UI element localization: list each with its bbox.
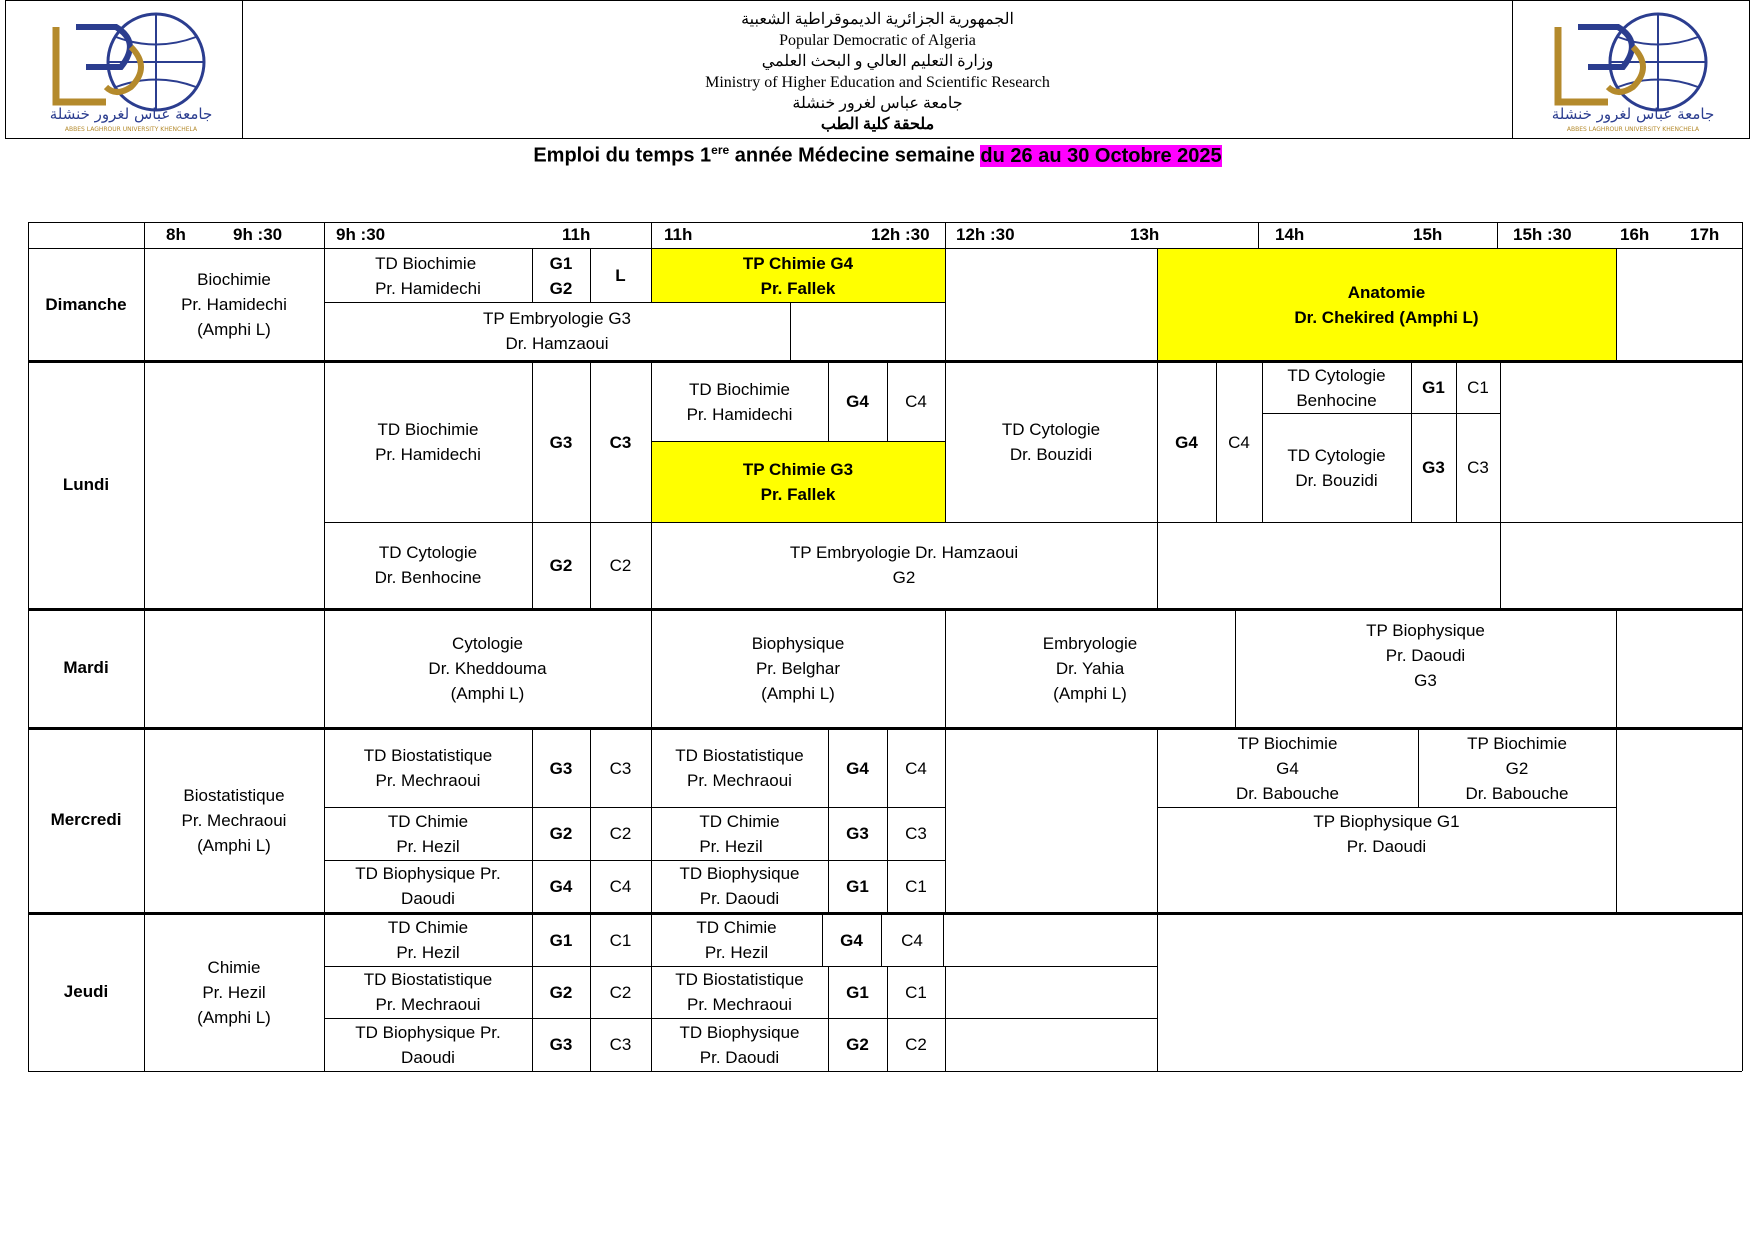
svg-text:جامعة عباس لغرور خنشلة: جامعة عباس لغرور خنشلة (49, 105, 213, 123)
header-line-ar-2: وزارة التعليم العالي و البحث العلمي (761, 53, 994, 70)
column-separator (651, 914, 652, 1071)
cell-tp-chimie-g4: TP Chimie G4 Pr. Fallek (651, 249, 945, 302)
row-separator (324, 807, 945, 808)
cell-room: C4 (609, 876, 632, 896)
column-separator (828, 362, 829, 441)
column-separator (828, 966, 829, 1071)
cell-td-biochimie: TD Biochimie Pr. Hamidechi (686, 379, 793, 424)
cell-group: G2 (549, 555, 573, 575)
cell-group: G4 (549, 876, 573, 896)
column-separator (1616, 610, 1617, 727)
cell-td-chimie: TD Chimie Pr. Hezil (699, 811, 780, 856)
cell-tp-biophysique: TP Biophysique Pr. Daoudi G3 (1366, 620, 1485, 690)
cell-room: C3 (609, 758, 632, 778)
cell-room: C4 (905, 392, 927, 411)
column-separator (1497, 222, 1498, 248)
cell-tp-biophysique: TP Biophysique G1 Pr. Daoudi (1313, 811, 1460, 856)
cell-tp-biochimie: TP Biochimie G2 Dr. Babouche (1465, 733, 1569, 803)
cell-group: G1 (846, 982, 869, 1002)
cell-group: G2 (846, 1035, 869, 1054)
cell-td-chimie: TD Chimie Pr. Hezil (387, 918, 469, 962)
column-separator (1216, 362, 1217, 522)
cell-td-biophysique: TD Biophysique Pr. Daoudi (679, 1022, 800, 1067)
column-separator (945, 729, 946, 912)
cell-group: G4 (846, 758, 869, 778)
column-separator (1157, 729, 1158, 912)
cell-room: L (615, 266, 626, 285)
column-separator (1235, 610, 1236, 727)
time-header-label: 15h :30 (1513, 225, 1572, 244)
column-separator (945, 222, 946, 248)
column-separator (822, 914, 823, 966)
column-separator (532, 362, 533, 608)
cell-biostatistique-amphi: Biostatistique Pr. Mechraoui (Amphi L) (181, 786, 287, 855)
cell-group: G1 (846, 876, 869, 896)
time-header-label: 12h :30 (871, 225, 930, 244)
column-separator (1262, 362, 1263, 522)
column-separator (590, 729, 591, 912)
cell-room: C1 (609, 930, 632, 950)
cell-td-biostatistique: TD Biostatistique Pr. Mechraoui (363, 746, 493, 790)
row-separator (324, 302, 945, 303)
week-dates: du 26 au 30 Octobre 2025 (980, 144, 1222, 167)
column-separator (1157, 362, 1158, 608)
cell-group: G1 G2 (549, 253, 573, 298)
row-separator (651, 441, 945, 442)
time-header-label: 12h :30 (956, 225, 1015, 244)
cell-room: C2 (609, 555, 632, 575)
column-separator (828, 729, 829, 912)
cell-tp-chimie-g3: TP Chimie G3 Pr. Fallek (651, 441, 945, 522)
cell-td-cytologie: TD Cytologie Dr. Benhocine (374, 543, 482, 587)
time-header-label: 11h (562, 225, 591, 244)
cell-group: G3 (549, 1035, 573, 1054)
day-label-lundi: Lundi (62, 474, 110, 494)
row-separator (324, 860, 945, 861)
cell-room: C2 (609, 824, 632, 843)
cell-group: G2 (549, 982, 573, 1002)
column-separator (887, 966, 888, 1071)
time-header-label: 15h (1413, 225, 1443, 244)
time-header-label: 9h :30 (336, 225, 386, 244)
cell-td-biochimie: TD Biochimie Pr. Hamidechi (375, 253, 481, 298)
row-separator (324, 522, 1742, 523)
row-separator (1262, 413, 1500, 414)
cell-biophysique-amphi: Biophysique Pr. Belghar (Amphi L) (751, 634, 845, 703)
cell-room: C1 (905, 876, 927, 896)
column-separator (1500, 362, 1501, 608)
column-separator (1456, 362, 1457, 522)
university-logo (36, 7, 226, 135)
header-logo-left (6, 1, 243, 138)
cell-td-biostatistique: TD Biostatistique Pr. Mechraoui (675, 746, 804, 790)
time-header-label: 13h (1130, 225, 1160, 244)
cell-room: C3 (609, 432, 632, 452)
row-separator (1157, 807, 1616, 808)
column-separator (651, 729, 652, 912)
day-label-jeudi: Jeudi (63, 982, 109, 1001)
column-separator (1258, 222, 1259, 248)
cell-td-cytologie: TD Cytologie Dr. Bouzidi (1001, 420, 1101, 464)
column-separator (945, 249, 946, 360)
cell-td-cytologie: TD Cytologie Benhocine (1287, 365, 1386, 410)
cell-group: G4 (846, 392, 869, 411)
column-separator (1742, 222, 1743, 1071)
cell-room: C1 (1467, 378, 1489, 397)
column-separator (590, 914, 591, 1071)
day-label-dimanche: Dimanche (45, 294, 127, 314)
column-separator (1157, 249, 1158, 360)
cell-td-cytologie: TD Cytologie Dr. Bouzidi (1287, 445, 1386, 490)
column-separator (1411, 362, 1412, 522)
row-separator (324, 966, 1157, 967)
cell-anatomie: Anatomie Dr. Chekired (Amphi L) (1157, 249, 1616, 360)
svg-text:ABBES LAGHROUR UNIVERSITY KHEN: ABBES LAGHROUR UNIVERSITY KHENCHELA (64, 126, 198, 133)
cell-cytologie-amphi: Cytologie Dr. Kheddouma (Amphi L) (428, 634, 547, 703)
cell-group: G1 (1422, 378, 1445, 397)
column-separator (590, 249, 591, 302)
svg-text:ABBES LAGHROUR UNIVERSITY KHEN: ABBES LAGHROUR UNIVERSITY KHENCHELA (1566, 126, 1700, 133)
cell-group: G3 (1422, 458, 1445, 477)
row-separator (28, 222, 1742, 223)
column-separator (790, 302, 791, 360)
column-separator (651, 222, 652, 248)
time-header-label: 14h (1275, 225, 1305, 244)
column-separator (651, 249, 652, 302)
cell-group: G3 (549, 758, 573, 778)
cell-group: G3 (549, 432, 573, 452)
cell-room: C3 (609, 1035, 632, 1054)
cell-td-biophysique: TD Biophysique Pr. Daoudi (355, 864, 501, 908)
column-separator (945, 966, 946, 1071)
column-separator (532, 729, 533, 912)
column-separator (651, 362, 652, 608)
day-label-mercredi: Mercredi (50, 810, 122, 829)
cell-embryologie-amphi: Embryologie Dr. Yahia (Amphi L) (1042, 634, 1138, 703)
cell-group: G3 (846, 824, 869, 843)
column-separator (590, 362, 591, 608)
svg-text:جامعة عباس لغرور خنشلة: جامعة عباس لغرور خنشلة (1551, 105, 1715, 123)
time-header-label: 16h (1620, 225, 1650, 244)
day-label-mardi: Mardi (63, 658, 109, 677)
cell-td-biophysique: TD Biophysique Pr. Daoudi (355, 1022, 501, 1067)
header-line-ar-4: ملحقة كلية الطب (820, 116, 935, 133)
cell-room: C1 (905, 982, 927, 1002)
cell-room: C2 (609, 982, 632, 1002)
document-header (5, 0, 1750, 139)
column-separator (1157, 914, 1158, 1071)
column-separator (887, 729, 888, 912)
column-separator (945, 362, 946, 522)
header-line-en-1: Popular Democratic of Algeria (779, 32, 976, 49)
time-header-label: 17h (1690, 225, 1720, 244)
cell-td-biostatistique: TD Biostatistique Pr. Mechraoui (363, 970, 493, 1014)
column-separator (1616, 249, 1617, 360)
cell-td-biochimie: TD Biochimie Pr. Hamidechi (375, 420, 481, 464)
cell-room: C3 (1467, 458, 1489, 477)
column-separator (532, 914, 533, 1071)
time-header-label: 8h (166, 225, 186, 244)
cell-room: C2 (905, 1035, 927, 1054)
cell-room: C4 (905, 758, 927, 778)
column-separator (943, 914, 944, 966)
column-separator (1418, 729, 1419, 807)
column-separator (532, 249, 533, 302)
column-separator (945, 610, 946, 727)
row-separator (324, 1018, 1157, 1019)
row-separator (28, 1071, 1742, 1072)
cell-chimie-amphi: Chimie Pr. Hezil (Amphi L) (197, 958, 271, 1027)
header-line-ar-1: الجمهورية الجزائرية الديموقراطية الشعبية (741, 11, 1014, 28)
cell-group: G4 (1175, 432, 1198, 452)
header-logo-right (1512, 1, 1749, 138)
header-text (242, 9, 1513, 135)
column-separator (1616, 729, 1617, 912)
cell-tp-embryologie: TP Embryologie Dr. Hamzaoui G2 (789, 543, 1019, 587)
header-line-en-2: Ministry of Higher Education and Scientific Research (705, 74, 1050, 91)
column-separator (881, 914, 882, 966)
column-separator (651, 610, 652, 727)
column-separator (887, 362, 888, 441)
page-title: Emploi du temps 1ere année Médecine semaine du 26 au 30 Octobre 2025 (533, 143, 1222, 167)
cell-room: C3 (905, 824, 927, 843)
time-header-label: 9h :30 (233, 225, 283, 244)
header-line-ar-3: جامعة عباس لغرور خنشلة (792, 95, 963, 112)
university-logo (1538, 7, 1728, 135)
column-separator (28, 222, 29, 1071)
cell-td-chimie: TD Chimie Pr. Hezil (387, 811, 469, 856)
time-header-label: 11h (664, 225, 693, 244)
cell-td-biostatistique: TD Biostatistique Pr. Mechraoui (675, 970, 804, 1014)
cell-tp-embryologie: TP Embryologie G3 Dr. Hamzaoui (482, 309, 632, 353)
cell-td-chimie: TD Chimie Pr. Hezil (696, 918, 777, 962)
cell-td-biophysique: TD Biophysique Pr. Daoudi (679, 864, 800, 908)
cell-tp-biochimie: TP Biochimie G4 Dr. Babouche (1235, 733, 1339, 803)
cell-group: G1 (549, 930, 573, 950)
cell-group: G4 (840, 930, 863, 950)
cell-room: C4 (901, 930, 923, 950)
cell-biochimie-amphi: Biochimie Pr. Hamidechi (Amphi L) (181, 270, 287, 339)
cell-group: G2 (549, 824, 573, 843)
cell-room: C4 (1228, 432, 1250, 452)
